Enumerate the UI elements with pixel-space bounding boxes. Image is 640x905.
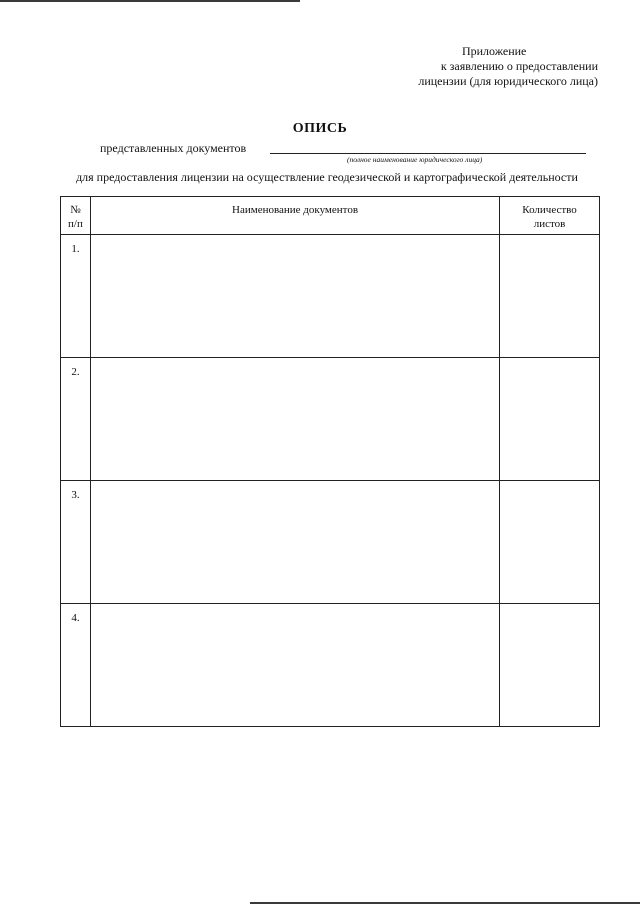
table-row bbox=[61, 481, 600, 604]
organization-name-hint: (полное наименование юридического лица) bbox=[347, 155, 483, 164]
organization-name-field[interactable] bbox=[270, 153, 586, 154]
sheet-count-cell[interactable] bbox=[500, 604, 600, 727]
row-number: 3. bbox=[61, 481, 91, 604]
document-name-cell[interactable] bbox=[90, 358, 499, 481]
row-number: 2. bbox=[61, 358, 91, 481]
appendix-line-2: лицензии (для юридического лица) bbox=[418, 74, 598, 88]
table-row bbox=[61, 604, 600, 727]
document-name-cell[interactable] bbox=[90, 481, 499, 604]
row-number: 1. bbox=[61, 235, 91, 358]
scan-edge-top bbox=[0, 0, 300, 2]
documents-table bbox=[60, 196, 600, 727]
scan-edge-bottom bbox=[250, 902, 640, 904]
document-title: ОПИСЬ bbox=[292, 121, 348, 136]
table-header-row bbox=[61, 197, 600, 235]
purpose-text: для предоставления лицензии на осуществление геодезической и картографической деятельности bbox=[76, 170, 578, 184]
header-number bbox=[61, 197, 91, 235]
table-row bbox=[61, 235, 600, 358]
document-name-cell[interactable] bbox=[90, 604, 499, 727]
appendix-header bbox=[418, 44, 598, 89]
document-name-cell[interactable] bbox=[90, 235, 499, 358]
appendix-title: Приложение bbox=[461, 44, 527, 58]
header-qty-line1: Количество bbox=[522, 204, 577, 216]
header-sheet-count bbox=[500, 197, 600, 235]
sheet-count-cell[interactable] bbox=[500, 358, 600, 481]
sheet-count-cell[interactable] bbox=[500, 235, 600, 358]
table-row bbox=[61, 358, 600, 481]
header-number-abbr: п/п bbox=[68, 218, 83, 230]
header-number-symbol: № bbox=[70, 204, 81, 216]
appendix-line-1: к заявлению о предоставлении bbox=[440, 59, 598, 73]
row-number: 4. bbox=[61, 604, 91, 727]
sheet-count-cell[interactable] bbox=[500, 481, 600, 604]
header-document-name: Наименование документов bbox=[90, 197, 499, 235]
submitted-label: представленных документов bbox=[100, 141, 247, 155]
header-qty-line2: листов bbox=[533, 218, 566, 230]
